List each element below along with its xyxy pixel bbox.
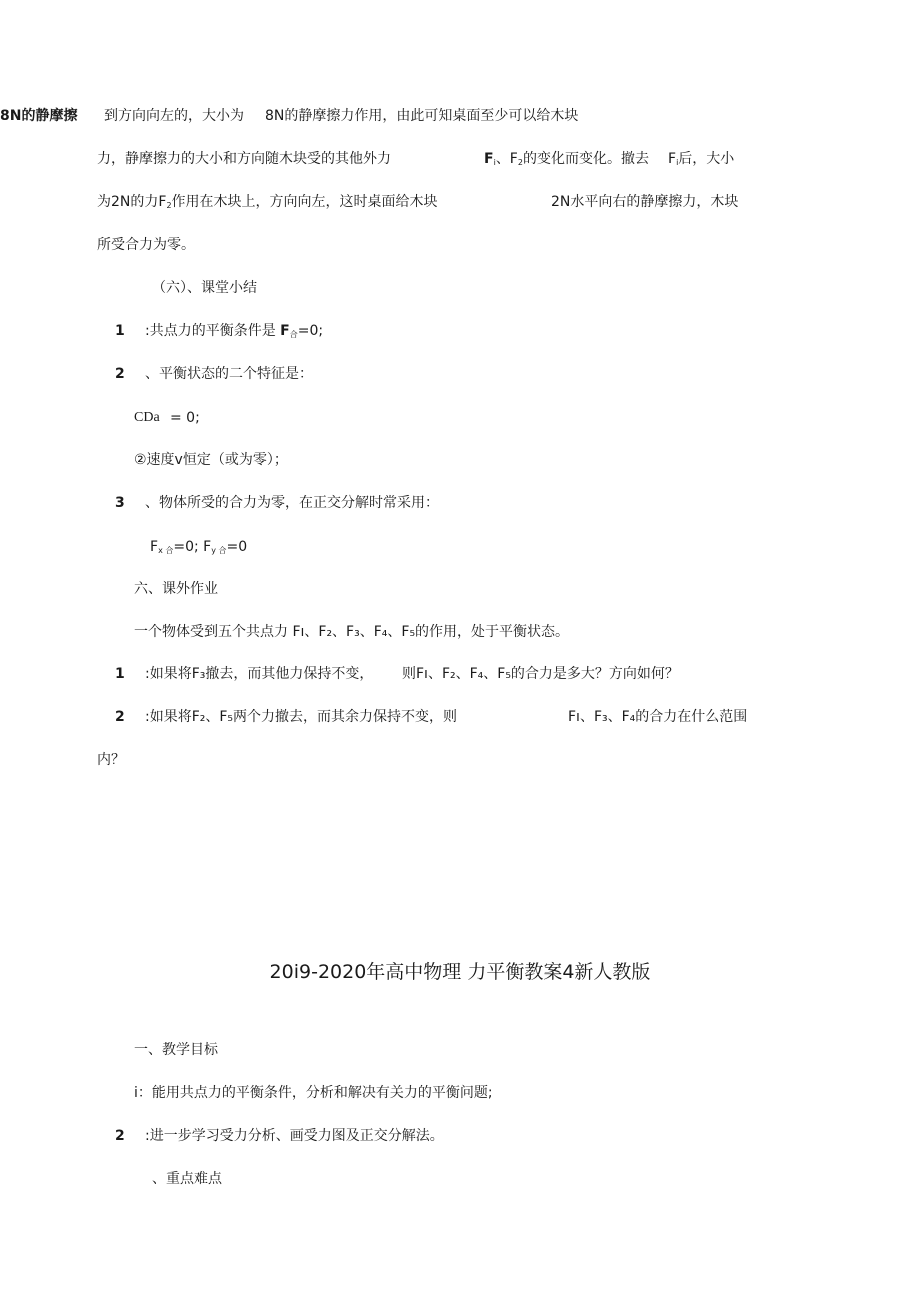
homework-intro: 一个物体受到五个共点力 Fı、F₂、F₃、F₄、F₅的作用，处于平衡状态。 [134, 624, 570, 640]
document-title: 20i9-2020年高中物理 力平衡教案4新人教版 [269, 961, 651, 983]
summary-feature-1-b: = 0; [170, 410, 200, 426]
summary-item-2-text: 、平衡状态的二个特征是： [145, 366, 313, 382]
summary-heading: （六）、课堂小结 [152, 280, 257, 296]
section2-goal-2-text: :进一步学习受力分析、画受力图及正交分解法。 [145, 1128, 444, 1144]
section2-heading-2: 、重点难点 [152, 1171, 222, 1187]
para1-line3-a: 为2N的力$F_2$作用在木块上，方向向左，这时桌面给木块 [97, 194, 438, 210]
summary-feature-2: ②速度v恒定（或为零）； [134, 452, 288, 468]
para1-line1-a: 8N的静摩擦 [0, 108, 78, 124]
summary-item-2-num: 2 [115, 366, 125, 382]
section2-heading-1: 一、教学目标 [134, 1042, 218, 1058]
summary-feature-1-a: CDa [134, 410, 160, 425]
para1-line3-c: 2N水平向右的静摩擦力，木块 [551, 194, 739, 210]
summary-formula: $F_{x 合}=0$; $F_{y 合}=0$ [150, 539, 248, 555]
section2-goal-2-num: 2 [115, 1128, 125, 1144]
homework-heading: 六、课外作业 [134, 581, 218, 597]
section2-goal-1: i：能用共点力的平衡条件，分析和解决有关力的平衡问题; [134, 1085, 493, 1101]
para1-line1-c: 8N的静摩擦力作用，由此可知桌面至少可以给木块 [265, 108, 579, 124]
summary-item-3-text: 、物体所受的合力为零，在正交分解时常采用： [145, 495, 439, 511]
summary-item-3-num: 3 [115, 495, 125, 511]
homework-q1-num: 1 [115, 666, 125, 682]
para1-line2-tail: $F_i$后，大小 [668, 151, 735, 167]
para1-line2-a: 力，静摩擦力的大小和方向随木块受的其他外力 [97, 151, 391, 167]
homework-q2-continued: 内？ [97, 752, 125, 768]
para1-line1-b: 到方向向左的，大小为 [104, 108, 244, 124]
para1-line4: 所受合力为零。 [97, 237, 195, 253]
para1-line2-forces: $F_i$、$F_2$的变化而变化。撤去 [484, 151, 649, 167]
homework-q1-a: :如果将F₃撤去，而其他力保持不变， [145, 666, 374, 682]
summary-item-1-num: 1 [115, 323, 125, 339]
homework-q1-b: 则Fı、F₂、F₄、F₅的合力是多大？方向如何？ [402, 666, 679, 682]
homework-q2-b: Fı、F₃、F₄的合力在什么范围 [568, 709, 748, 725]
homework-q2-a: :如果将F₂、F₅两个力撤去，而其余力保持不变，则 [145, 709, 458, 725]
summary-item-1-text: :共点力的平衡条件是 $F_合=0$; [145, 323, 324, 339]
homework-q2-num: 2 [115, 709, 125, 725]
